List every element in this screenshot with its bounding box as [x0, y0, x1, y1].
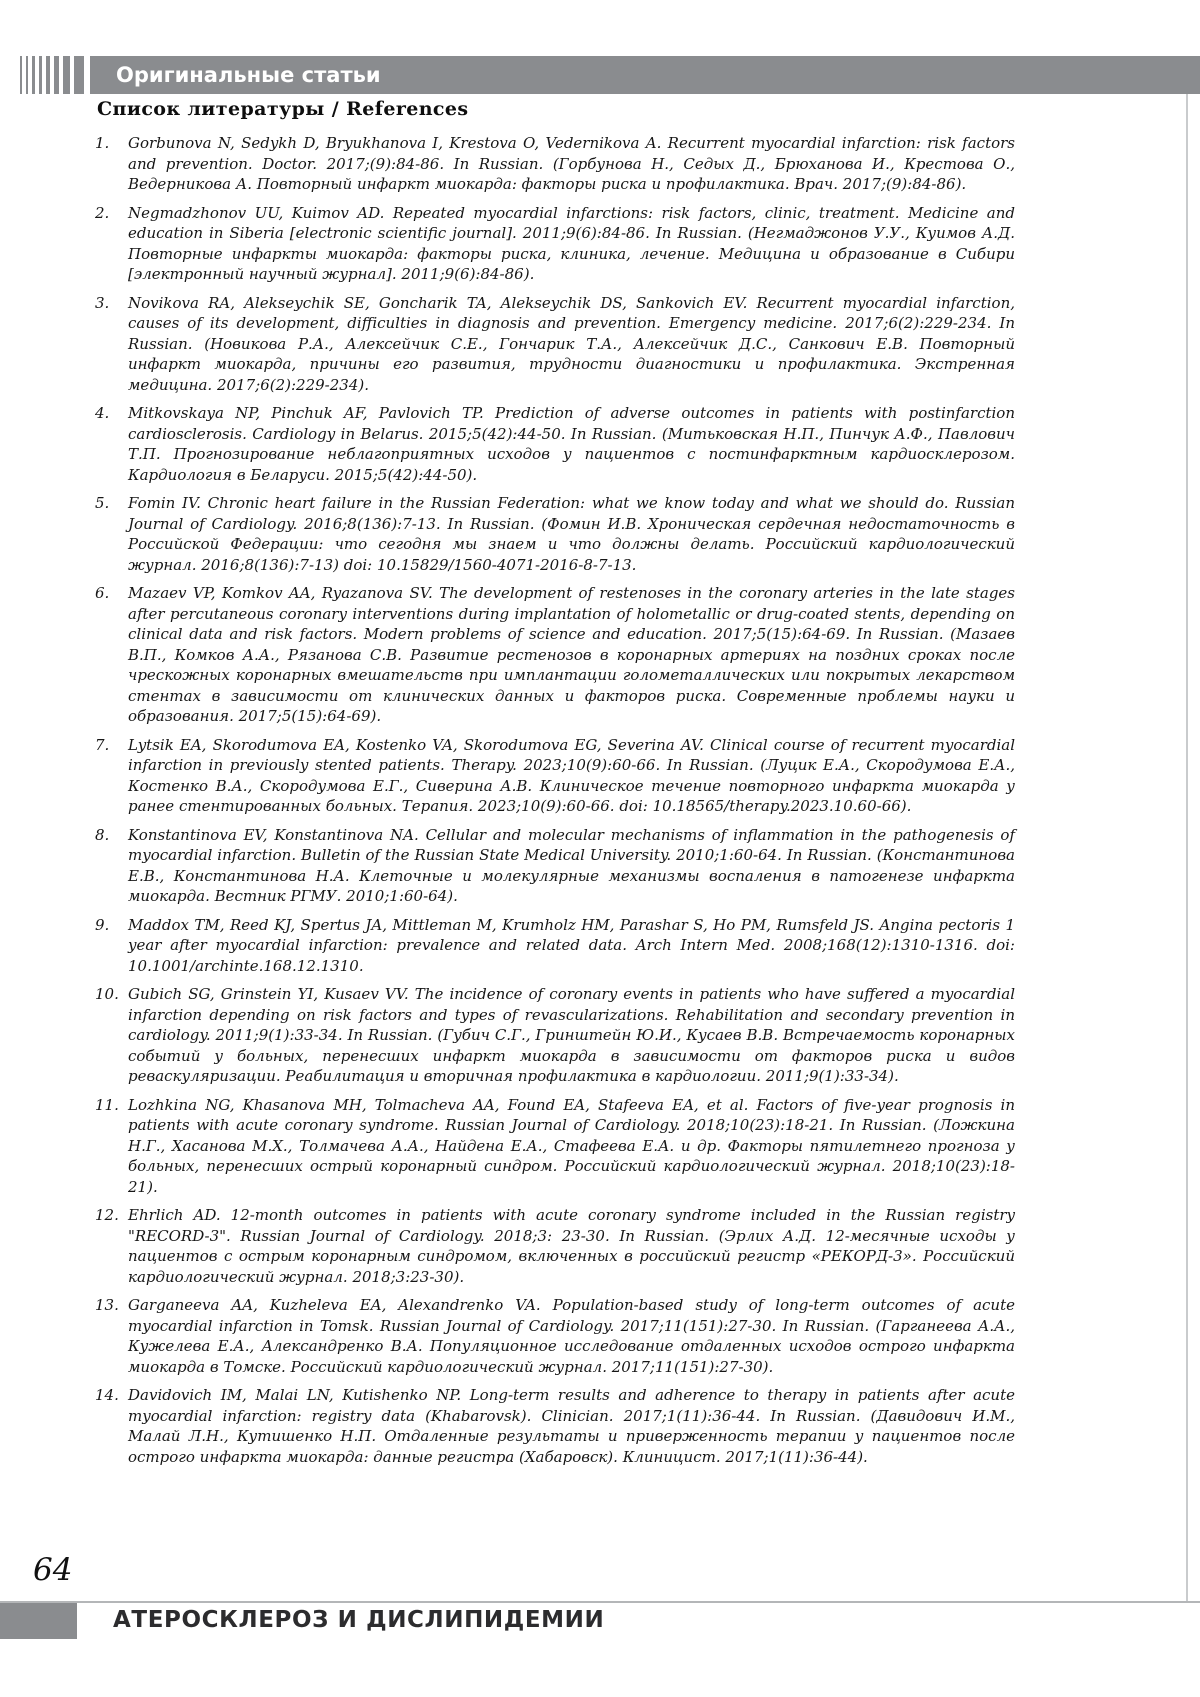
page-title: Список литературы / References — [97, 98, 469, 120]
reference-item — [95, 915, 1015, 977]
footer-rule — [0, 1601, 1200, 1603]
section-label: Оригинальные статьи — [90, 56, 1200, 94]
reference-text: Lozhkina NG, Khasanova MH, Tolmacheva AA, Found EA, Stafeeva EA, et al. Factors of five-year prognosis in patients with acute coronary syndrome. Russian Journal of Cardiology. 2018;10(23):18-21. In Russian. (Ложкина Н.Г., Хасанова М.Х., Толмачева А.А., Найдена Е.А., Стафеева Е.А. и др. Факторы пятилетнего прогноза у больных, перенесших острый коронарный синдром. Российский кардиологический журнал. 2018;10(23):18-21). — [128, 1095, 1015, 1196]
reference-text: Gubich SG, Grinstein YI, Kusaev VV. The incidence of coronary events in patients who have suffered a myocardial infarction depending on risk factors and types of revascularizations. Rehabilitation and secondary prevention in cardiology. 2011;9(1):33-34. In Russian. (Губич С.Г., Гринштейн Ю.И., Кусаев В.В. Встречаемость коронарных событий у больных, перенесших инфаркт миокарда в зависимости от факторов риска и видов реваскуляризации. Реабилитация и вторичная профилактика в кардиологии. 2011;9(1):33-34). — [128, 985, 1015, 1085]
reference-number: 8. — [95, 825, 110, 844]
reference-item — [95, 1385, 1015, 1467]
reference-number: 3. — [95, 293, 110, 312]
reference-number: 11. — [95, 1095, 119, 1114]
reference-item — [95, 984, 1015, 1087]
reference-text: Gorbunova N, Sedykh D, Bryukhanova I, Krestova O, Vedernikova A. Recurrent myocardial infarction: risk factors and prevention. Doctor. 2017;(9):84-86. In Russian. (Горбунова Н., Седых Д., Брюханова И., Крестова О., Ведерникова А. Повторный инфаркт миокарда: факторы риска и профилактика. Врач. 2017;(9):84-86). — [128, 134, 1015, 193]
reference-text: Lytsik EA, Skorodumova EA, Kostenko VA, Skorodumova EG, Severina AV. Clinical course of recurrent myocardial infarction in previously stented patients. Therapy. 2023;10(9):60-66. In Russian. (Луцик Е.А., Скородумова Е.А., Костенко В.А., Скородумова Е.Г., Сиверина А.В. Клиническое течение повторного инфаркта миокарда у ранее стентированных больных. Терапия. 2023;10(9):60-66. doi: 10.18565/therapy.2023.10.60-66). — [128, 735, 1015, 815]
reference-item — [95, 403, 1015, 485]
reference-number: 13. — [95, 1296, 119, 1314]
reference-item — [95, 735, 1015, 817]
journal-title: АТЕРОСКЛЕРОЗ И ДИСЛИПИДЕМИИ — [113, 1607, 605, 1633]
reference-number: 12. — [95, 1206, 119, 1224]
reference-text: Ehrlich AD. 12-month outcomes in patients with acute coronary syndrome included in the Russian registry "RECORD-3". Russian Journal of Cardiology. 2018;3: 23-30. In Russian. (Эрлих А.Д. 12-месячные исходы у пациентов с острым коронарным синдромом, включенных в российский регистр «РЕКОРД-3». Российский кардиологический журнал. 2018;3:23-30). — [128, 1206, 1015, 1286]
barcode-bar — [26, 56, 28, 94]
reference-number: 5. — [95, 494, 110, 512]
reference-item — [95, 1095, 1015, 1198]
reference-text: Maddox TM, Reed KJ, Spertus JA, Mittleman M, Krumholz HM, Parashar S, Ho PM, Rumsfeld JS. Angina pectoris 1 year after myocardial infarction: prevalence and related data. Arch Intern Med. 2008;168(12):1310-1316. doi: 10.1001/archinte.168.12.1310. — [128, 915, 1015, 975]
reference-number: 2. — [95, 203, 110, 222]
page-number: 64 — [33, 1552, 73, 1588]
reference-text: Davidovich IM, Malai LN, Kutishenko NP. Long-term results and adherence to therapy in patients after acute myocardial infarction: registry data (Khabarovsk). Clinician. 2017;1(11):36-44. In Russian. (Давидович И.М., Малай Л.Н., Кутишенко Н.П. Отдаленные результаты и приверженность терапии у пациентов после острого инфаркта миокарда: данные регистра (Хабаровск). Клиницист. 2017;1(11):36-44). — [128, 1386, 1015, 1466]
references-list — [95, 133, 1015, 1475]
reference-number: 6. — [95, 584, 110, 602]
right-page-rule — [1186, 94, 1188, 1602]
reference-item — [95, 1205, 1015, 1287]
reference-number: 9. — [95, 915, 110, 934]
reference-number: 4. — [95, 404, 110, 422]
barcode-bar — [32, 56, 35, 94]
reference-text: Garganeeva AA, Kuzheleva EA, Alexandrenko VA. Population-based study of long-term outcomes of acute myocardial infarction in Tomsk. Russian Journal of Cardiology. 2017;11(151):27-30. In Russian. (Гарганеева А.А., Кужелева Е.А., Александренко В.А. Популяционное исследование отдаленных исходов острого инфаркта миокарда в Томске. Российский кардиологический журнал. 2017;11(151):27-30). — [128, 1296, 1015, 1376]
barcode-bar — [39, 56, 42, 94]
barcode-bar — [63, 56, 70, 94]
reference-text: Novikova RA, Alekseychik SE, Goncharik TA, Alekseychik DS, Sankovich EV. Recurrent myocardial infarction, causes of its development, difficulties in diagnosis and prevention. Emergency medicine. 2017;6(2):229-234. In Russian. (Новикова Р.А., Алексейчик С.Е., Гончарик Т.А., Алексейчик Д.С., Санкович Е.В. Повторный инфаркт миокарда, причины его развития, трудности диагностики и профилактика. Экстренная медицина. 2017;6(2):229-234). — [128, 293, 1015, 394]
reference-item — [95, 293, 1015, 396]
reference-text: Negmadzhonov UU, Kuimov AD. Repeated myocardial infarctions: risk factors, clinic, treatment. Medicine and education in Siberia [electronic scientific journal]. 2011;9(6):84-86. In Russian. (Негмаджонов У.У., Куимов А.Д. Повторные инфаркты миокарда: факторы риска, клиника, лечение. Медицина и образование в Сибири [электронный научный журнал]. 2011;9(6):84-86). — [128, 203, 1015, 283]
reference-item — [95, 133, 1015, 195]
reference-number: 7. — [95, 735, 110, 754]
barcode-bar — [46, 56, 50, 94]
reference-item — [95, 583, 1015, 727]
page-header — [20, 56, 1200, 94]
reference-number: 10. — [95, 985, 119, 1003]
reference-text: Mitkovskaya NP, Pinchuk AF, Pavlovich TP. Prediction of adverse outcomes in patients with postinfarction cardiosclerosis. Cardiology in Belarus. 2015;5(42):44-50. In Russian. (Митьковская Н.П., Пинчук А.Ф., Павлович Т.П. Прогнозирование неблагоприятных исходов у пациентов с постинфарктным кардиосклерозом. Кардиология в Беларуси. 2015;5(42):44-50). — [128, 404, 1015, 484]
barcode-bar — [20, 56, 22, 94]
reference-text: Mazaev VP, Komkov AA, Ryazanova SV. The development of restenoses in the coronary arteries in the late stages after percutaneous coronary interventions during implantation of holometallic or drug-coated stents, depending on clinical data and risk factors. Modern problems of science and education. 2017;5(15):64-69. In Russian. (Мазаев В.П., Комков А.А., Рязанова С.В. Развитие рестенозов в коронарных артериях на поздних сроках после чрескожных коронарных вмешательств при имплантации голометаллических или покрытых лекарством стентах в зависимости от клинических данных и факторов риска. Современные проблемы науки и образования. 2017;5(15):64-69). — [128, 584, 1015, 725]
barcode-bar — [54, 56, 59, 94]
reference-text: Konstantinova EV, Konstantinova NA. Cellular and molecular mechanisms of inflammation in the pathogenesis of myocardial infarction. Bulletin of the Russian State Medical University. 2010;1:60-64. In Russian. (Константинова Е.В., Константинова Н.А. Клеточные и молекулярные механизмы воспаления в патогенезе инфаркта миокарда. Вестник РГМУ. 2010;1:60-64). — [128, 825, 1015, 905]
reference-number: 14. — [95, 1386, 119, 1404]
reference-number: 1. — [95, 134, 110, 152]
reference-item — [95, 825, 1015, 907]
reference-item — [95, 1295, 1015, 1377]
reference-text: Fomin IV. Chronic heart failure in the Russian Federation: what we know today and what we should do. Russian Journal of Cardiology. 2016;8(136):7-13. In Russian. (Фомин И.В. Хроническая сердечная недостаточность в Российской Федерации: что сегодня мы знаем и что должны делать. Российский кардиологический журнал. 2016;8(136):7-13) doi: 10.15829/1560-4071-2016-8-7-13. — [128, 494, 1015, 574]
reference-item — [95, 493, 1015, 575]
reference-item — [95, 203, 1015, 285]
footer-block-decoration — [0, 1603, 77, 1639]
barcode-decoration-icon — [20, 56, 84, 94]
barcode-bar — [74, 56, 84, 94]
